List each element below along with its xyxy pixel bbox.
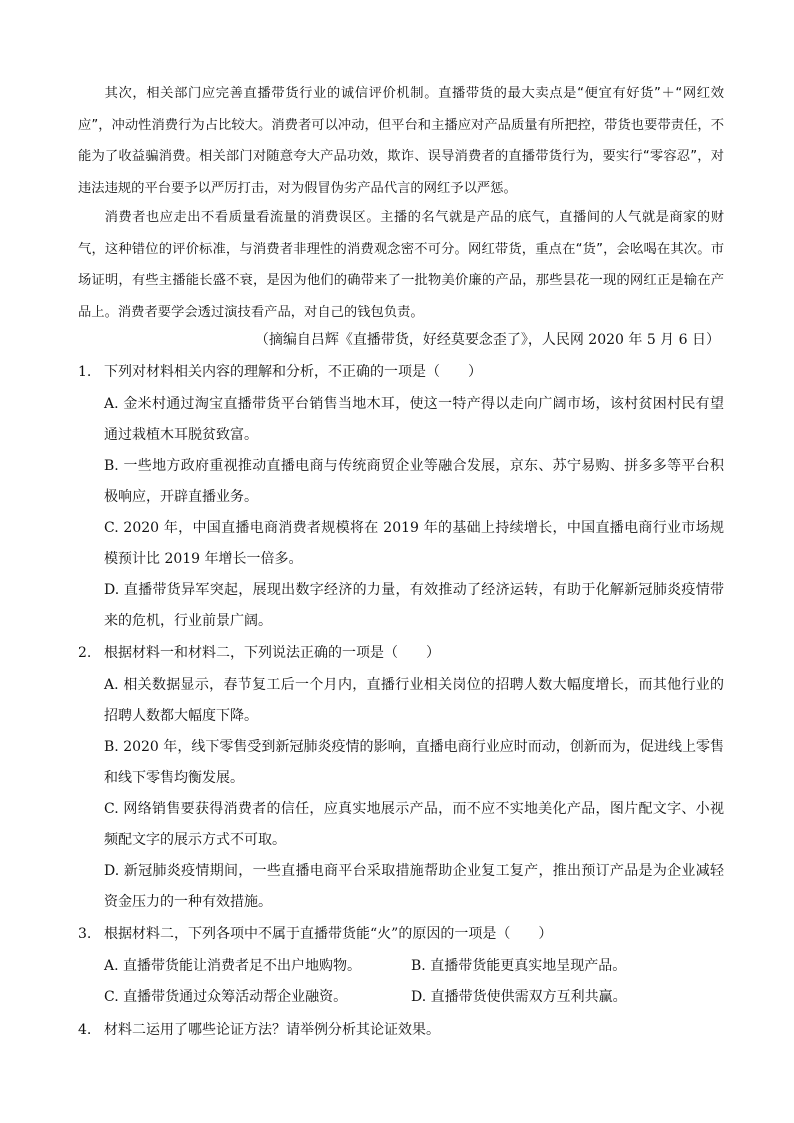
question-number: 3. — [78, 926, 92, 942]
question-1 — [78, 357, 728, 387]
question-stem: 根据材料二，下列各项中不属于直播带货能“火”的原因的一项是（ ） — [104, 926, 553, 942]
question-stem: 根据材料一和材料二，下列说法正确的一项是（ ） — [104, 645, 440, 661]
question-number: 1. — [78, 364, 92, 380]
question-3 — [78, 919, 728, 949]
question-3-option-d: D. 直播带货使供需双方互利共赢。 — [411, 989, 627, 1005]
question-2-option-c: C. 网络销售要获得消费者的信任，应真实地展示产品，而不应不实地美化产品，图片配文字、小视频配文字的展示方式不可取。 — [104, 801, 724, 848]
question-2 — [78, 638, 728, 668]
question-1-option-a: A. 金米村通过淘宝直播带货平台销售当地木耳，使这一特产得以走向广阔市场，该村贫困村民有望通过栽植木耳脱贫致富。 — [104, 396, 724, 443]
question-3-option-a: A. 直播带货能让消费者足不出户地购物。 — [104, 958, 362, 974]
passage-paragraph-2: 消费者也应走出不看质量看流量的消费误区。主播的名气就是产品的底气，直播间的人气就是商家的财气，这种错位的评价标准，与消费者非理性的消费观念密不可分。网红带货，重点在“货”，会吆喝在其次。市场证明，有些主播能长盛不衰，是因为他们的确带来了一批物美价廉的产品，那些昙花一现的网红正是输在产品上。消费者要学会透过演技看产品，对自己的钱包负责。 — [78, 210, 724, 320]
question-3-option-c: C. 直播带货通过众筹活动帮企业融资。 — [104, 989, 348, 1005]
question-number: 4. — [78, 1022, 92, 1038]
question-1-option-c: C. 2020 年，中国直播电商消费者规模将在 2019 年的基础上持续增长，中国直播电商行业市场规模预计比 2019 年增长一倍多。 — [104, 520, 724, 567]
passage-source: （摘编自吕辉《直播带货，好经莫要念歪了》，人民网 2020 年 5 月 6 日） — [254, 332, 720, 348]
passage-paragraph-1: 其次，相关部门应完善直播带货行业的诚信评价机制。直播带货的最大卖点是“便宜有好货”＋“网红效应”，冲动性消费行为占比较大。消费者可以冲动，但平台和主播应对产品质量有所把控，带货也要带责任，不能为了收益骗消费。相关部门对随意夸大产品功效，欺诈、误导消费者的直播带货行为，要实行“零容忍”，对违法违规的平台要予以严厉打击，对为假冒伪劣产品代言的网红予以严惩。 — [78, 86, 724, 196]
question-2-option-a: A. 相关数据显示，春节复工后一个月内，直播行业相关岗位的招聘人数大幅度增长，而其他行业的招聘人数都大幅度下降。 — [104, 677, 724, 724]
question-1-option-d: D. 直播带货异军突起，展现出数字经济的力量，有效推动了经济运转，有助于化解新冠肺炎疫情带来的危机，行业前景广阔。 — [104, 582, 724, 629]
question-stem: 下列对材料相关内容的理解和分析，不正确的一项是（ ） — [104, 364, 482, 380]
question-stem: 材料二运用了哪些论证方法？请举例分析其论证效果。 — [104, 1022, 440, 1038]
question-1-option-b: B. 一些地方政府重视推动直播电商与传统商贸企业等融合发展，京东、苏宁易购、拼多多等平台积极响应，开辟直播业务。 — [104, 458, 724, 505]
question-number: 2. — [78, 645, 92, 661]
question-2-option-b: B. 2020 年，线下零售受到新冠肺炎疫情的影响，直播电商行业应时而动，创新而为，促进线上零售和线下零售均衡发展。 — [104, 739, 724, 786]
question-4 — [78, 1015, 728, 1045]
question-3-option-b: B. 直播带货能更真实地呈现产品。 — [411, 958, 627, 974]
question-2-option-d: D. 新冠肺炎疫情期间，一些直播电商平台采取措施帮助企业复工复产，推出预订产品是为企业减轻资金压力的一种有效措施。 — [104, 863, 724, 910]
